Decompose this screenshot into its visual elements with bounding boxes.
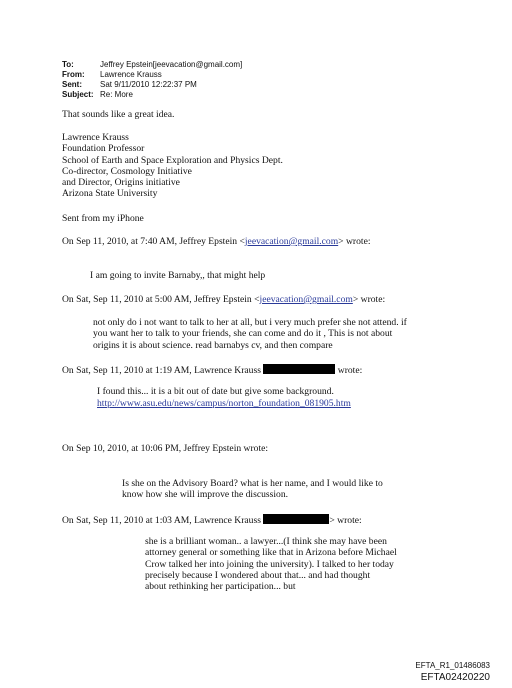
header-sent-row (62, 80, 242, 90)
header-subject-row (62, 90, 242, 100)
to-label: To: (62, 60, 74, 69)
to-value: Jeffrey Epstein[jeevacation@gmail.com] (100, 60, 243, 69)
signature-line: School of Earth and Space Exploration and Physics Dept. (62, 154, 283, 166)
quote-5-line: about rethinking her participation... but (145, 581, 296, 593)
asu-news-link-text[interactable]: http://www.asu.edu/news/campus/norton_foundation_081905.htm (97, 398, 351, 409)
email-link[interactable]: jeevacation@gmail.com (259, 294, 353, 305)
email-header (62, 60, 242, 100)
quote-2-header-post: > wrote: (352, 294, 386, 305)
quote-2-text (93, 317, 407, 351)
quote-2-line: not only do i not want to talk to her at all, but i very much prefer she not attend. if (93, 317, 407, 328)
quote-1-header-pre: On Sep 11, 2010, at 7:40 AM, Jeffrey Epstein < (62, 236, 245, 247)
from-label: From: (62, 70, 85, 79)
quote-5-line: precisely because I wondered about that... and had thought (145, 569, 371, 581)
quote-4-line: Is she on the Advisory Board? what is her name, and I would like to (122, 478, 383, 489)
quote-5-header-pre: On Sat, Sep 11, 2010 at 1:03 AM, Lawrence Krauss (62, 515, 261, 526)
subject-label: Subject: (62, 90, 94, 99)
quote-2-header (62, 294, 385, 305)
sent-from-text: Sent from my iPhone (62, 213, 144, 224)
signature-block (62, 132, 283, 200)
quote-5-line: Crow talked her into joining the university). I talked to her today (145, 558, 394, 570)
sent-label: Sent: (62, 80, 82, 89)
quote-5-header (62, 514, 362, 526)
asu-news-link[interactable] (97, 398, 351, 409)
subject-value: Re: More (100, 90, 133, 99)
quote-2-header-pre: On Sat, Sep 11, 2010 at 5:00 AM, Jeffrey Epstein < (62, 294, 260, 305)
quote-5-text (145, 536, 397, 592)
quote-4-header: On Sep 10, 2010, at 10:06 PM, Jeffrey Epstein wrote: (62, 443, 269, 454)
signature-line: Lawrence Krauss (62, 132, 129, 143)
quote-4-text (122, 478, 383, 501)
quote-2-line: you want her to talk to your friends, she can come and do it , This is not about (93, 328, 393, 340)
quote-3-header (62, 364, 362, 376)
reply-text: That sounds like a great idea. (62, 109, 175, 120)
footer-id-secondary: EFTA02420220 (420, 672, 490, 683)
header-from-row (62, 70, 242, 80)
quote-1-header-post: > wrote: (338, 236, 371, 247)
from-value: Lawrence Krauss (100, 70, 162, 79)
sent-value: Sat 9/11/2010 12:22:37 PM (100, 80, 197, 89)
quote-5-header-post: > wrote: (329, 515, 362, 526)
signature-line: and Director, Origins initiative (62, 177, 180, 189)
signature-line: Foundation Professor (62, 143, 145, 155)
quote-2-line: origins it is about science. read barnabys cv, and then compare (93, 339, 333, 351)
signature-line: Arizona State University (62, 188, 158, 200)
redaction-block (263, 364, 335, 374)
quote-5-line: attorney general or something like that in Arizona before Michael (145, 547, 397, 559)
footer-id-primary: EFTA_R1_01486083 (415, 661, 490, 670)
quote-4-line: know how she will improve the discussion. (122, 489, 289, 501)
redaction-block (263, 514, 329, 524)
quote-5-line: she is a brilliant woman.. a lawyer...(I think she may have been (145, 536, 387, 547)
email-link[interactable]: jeevacation@gmail.com (244, 236, 339, 247)
quote-3-header-post: wrote: (337, 365, 363, 376)
quote-3-text: I found this... it is a bit out of date but give some background. (97, 386, 334, 397)
quote-1-header (62, 236, 371, 247)
header-to-row (62, 60, 242, 70)
quote-3-header-pre: On Sat, Sep 11, 2010 at 1:19 AM, Lawrence Krauss (62, 365, 261, 376)
quote-1-text: I am going to invite Barnaby,, that might help (90, 270, 266, 281)
signature-line: Co-director, Cosmology Initiative (62, 165, 192, 177)
